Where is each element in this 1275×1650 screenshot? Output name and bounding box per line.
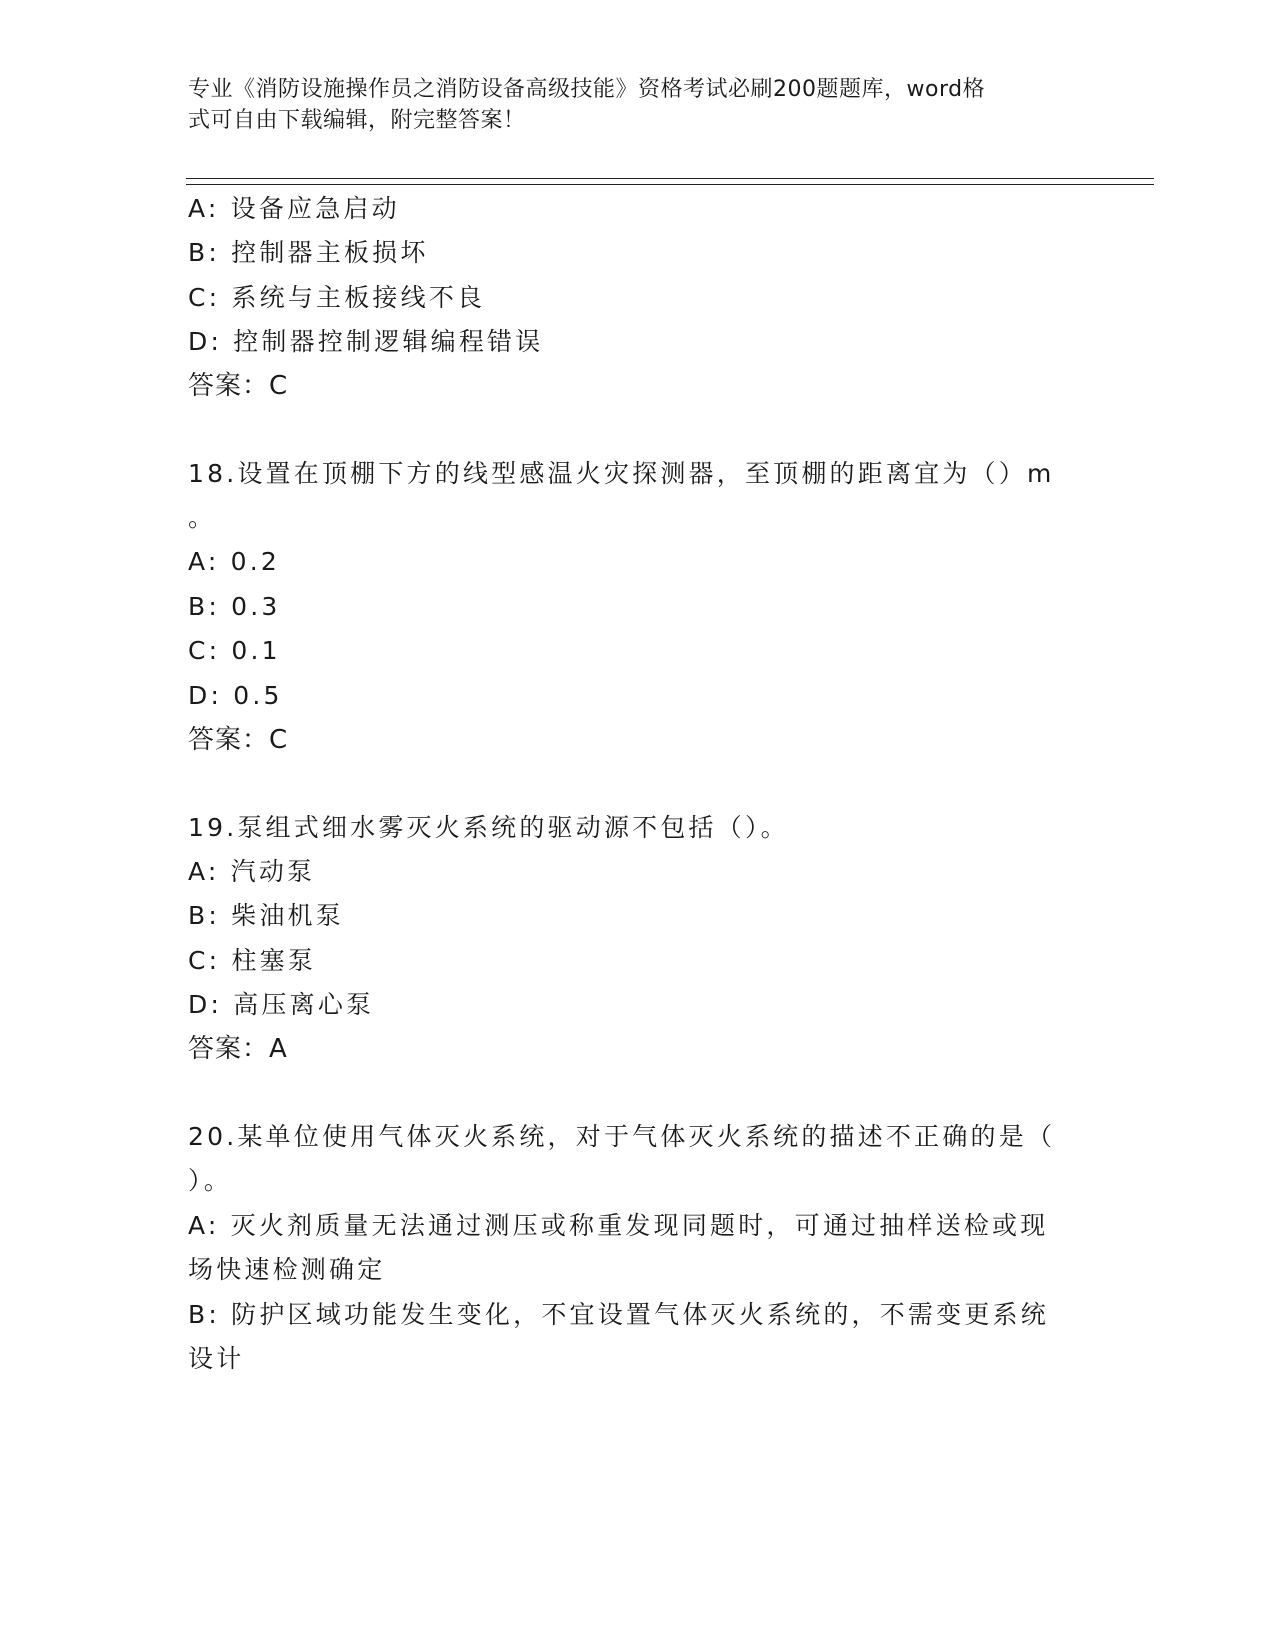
q19-option-a: A: 汽动泵 (188, 857, 316, 886)
q20-question-line-2: ）。 (188, 1166, 232, 1195)
q18-option-c: C: 0.1 (188, 636, 281, 665)
q17-answer: 答案：C (188, 371, 289, 401)
q19-option-b: B: 柴油机泵 (188, 901, 344, 930)
q20-question-line-1: 20.某单位使用气体灭火系统，对于气体灭火系统的描述不正确的是（ (188, 1122, 1056, 1151)
document-header (188, 74, 1068, 136)
q20-option-a-line-2: 场快速检测确定 (188, 1255, 386, 1284)
q17-option-d: D: 控制器控制逻辑编程错误 (188, 327, 544, 356)
q20-option-b-line-2: 设计 (188, 1344, 245, 1373)
q20-option-a-line-1: A: 灭火剂质量无法通过测压或称重发现同题时，可通过抽样送检或现 (188, 1211, 1049, 1240)
q19-option-d: D: 高压离心泵 (188, 990, 375, 1019)
q19-question: 19.泵组式细水雾灭火系统的驱动源不包括（）。 (188, 813, 789, 842)
q20-option-b-line-1: B: 防护区域功能发生变化，不宜设置气体灭火系统的，不需变更系统 (188, 1300, 1049, 1329)
q19-option-c: C: 柱塞泵 (188, 946, 317, 975)
q17-option-a: A: 设备应急启动 (188, 194, 400, 223)
header-divider-bottom (186, 184, 1154, 185)
header-line-1: 专业《消防设施操作员之消防设备高级技能》资格考试必刷200题题库，word格 (188, 77, 986, 102)
q18-option-b: B: 0.3 (188, 592, 281, 621)
q17-option-b: B: 控制器主板损坏 (188, 238, 429, 267)
q18-option-d: D: 0.5 (188, 681, 283, 710)
q18-option-a: A: 0.2 (188, 547, 280, 576)
q18-question-line-2: 。 (188, 503, 217, 532)
header-line-2: 式可自由下载编辑，附完整答案！ (188, 108, 526, 133)
q19-answer: 答案：A (188, 1034, 288, 1064)
q18-answer: 答案：C (188, 725, 289, 755)
q17-option-c: C: 系统与主板接线不良 (188, 283, 486, 312)
q18-question-line-1: 18.设置在顶棚下方的线型感温火灾探测器，至顶棚的距离宜为（）m (188, 459, 1055, 488)
header-divider-top (186, 178, 1154, 179)
